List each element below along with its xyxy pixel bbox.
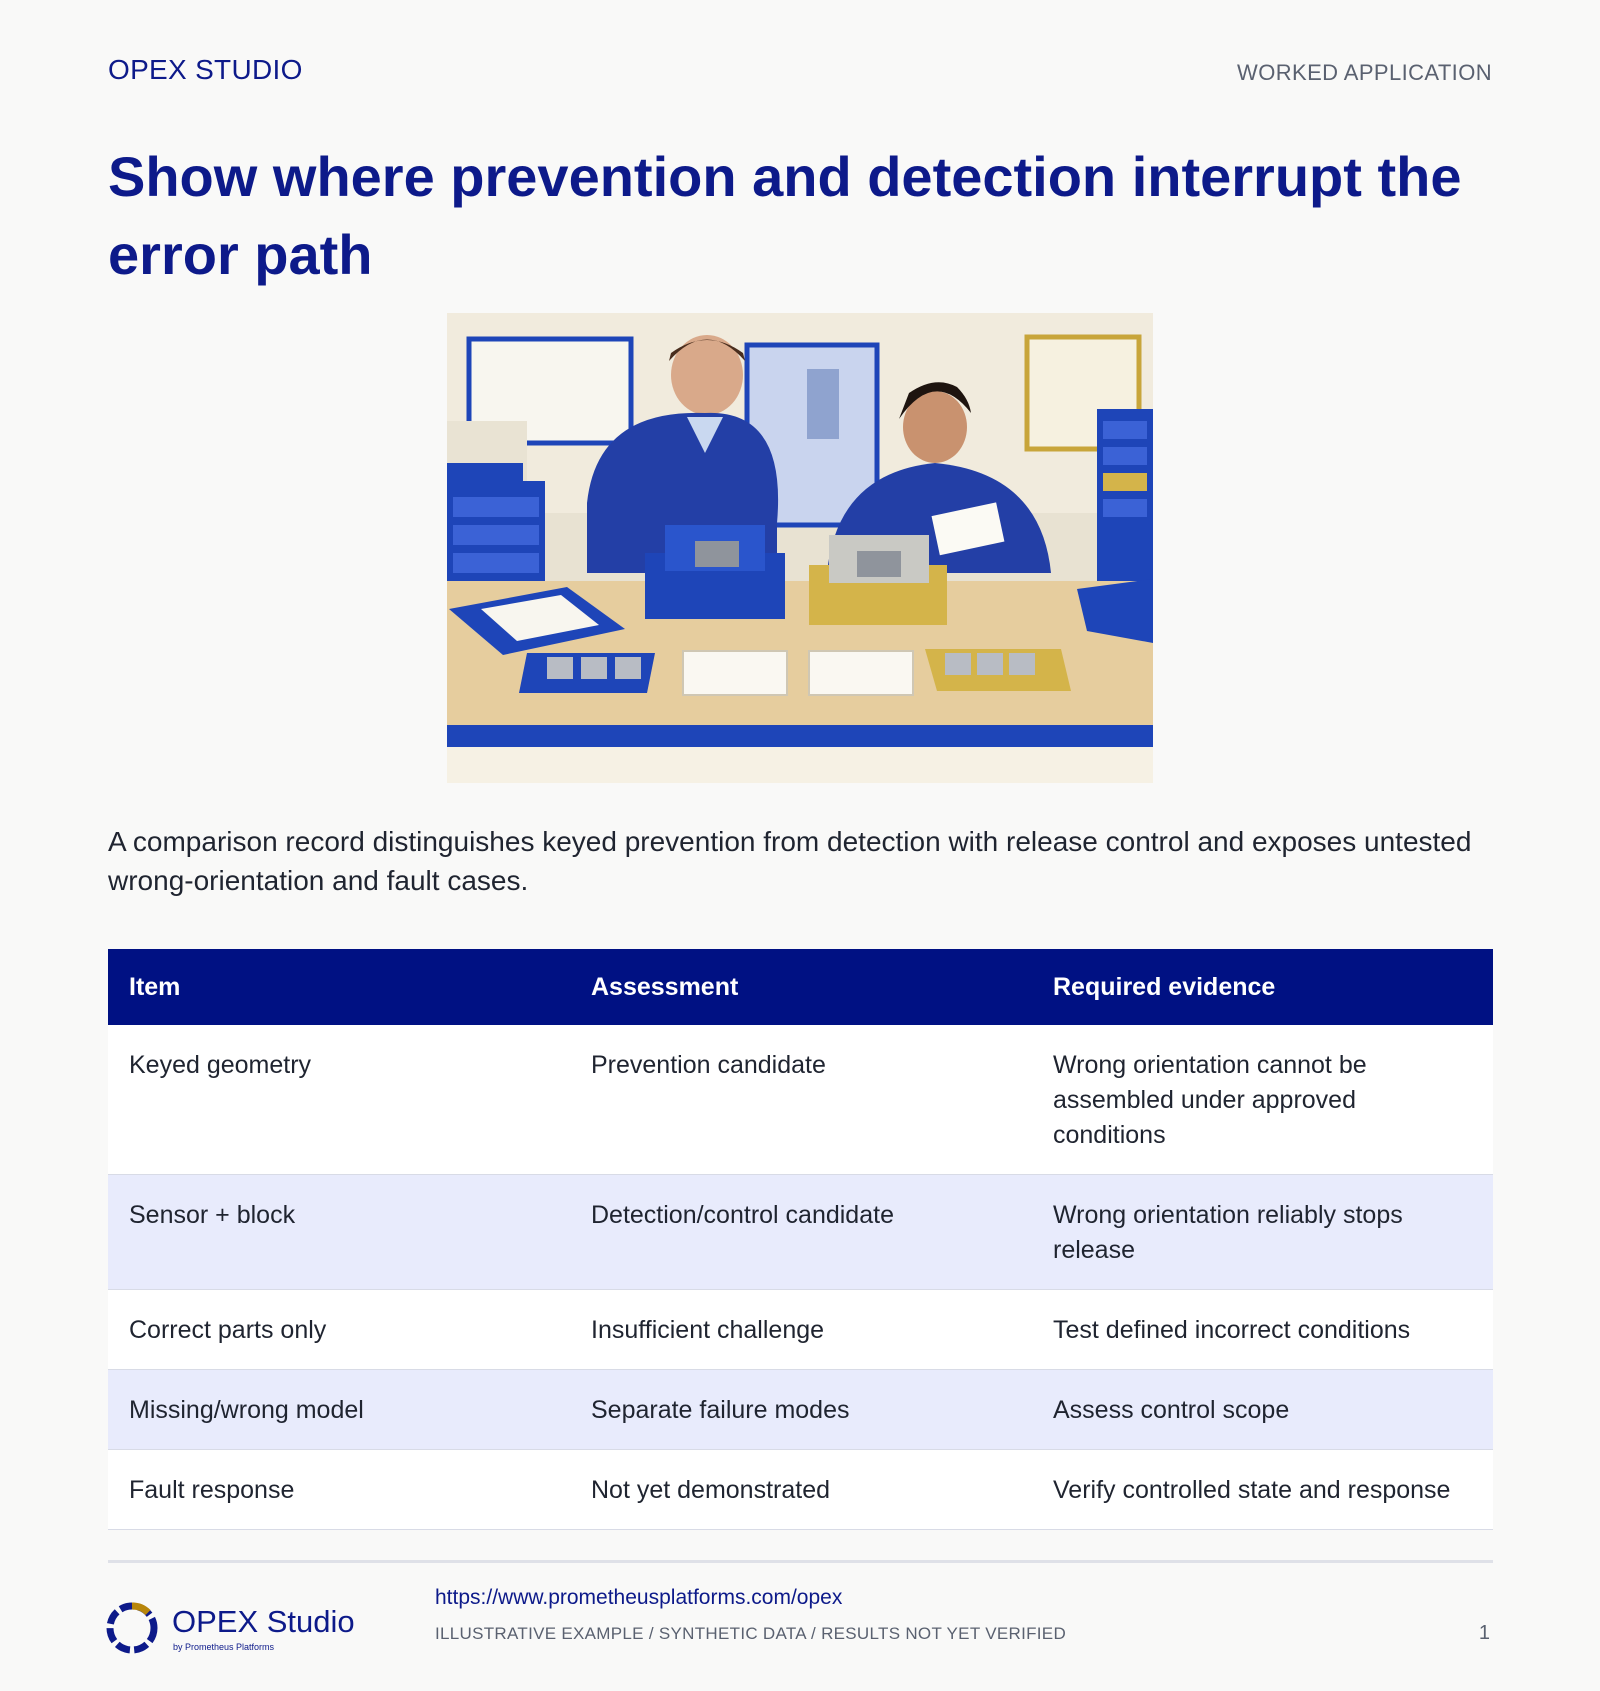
cell-assessment: Prevention candidate <box>591 1051 826 1079</box>
table-row <box>108 1025 1493 1175</box>
footer-url-link[interactable]: https://www.prometheusplatforms.com/opex <box>435 1586 843 1609</box>
footer-brand-sub: by Prometheus Platforms <box>173 1642 275 1652</box>
comparison-table <box>108 949 1493 1530</box>
footer-disclaimer: ILLUSTRATIVE EXAMPLE / SYNTHETIC DATA / RESULTS NOT YET VERIFIED <box>435 1624 1067 1643</box>
column-header-required-evidence: Required evidence <box>1053 972 1276 1001</box>
cell-assessment: Detection/control candidate <box>591 1201 894 1229</box>
column-header-assessment: Assessment <box>591 972 739 1001</box>
table-row <box>108 1290 1493 1370</box>
page-number: 1 <box>1478 1622 1490 1644</box>
workshop-illustration <box>447 313 1153 783</box>
table-row <box>108 1370 1493 1450</box>
footer-divider <box>108 1560 1493 1563</box>
cell-required-evidence: Assess control scope <box>1053 1396 1290 1424</box>
cell-assessment: Not yet demonstrated <box>591 1476 831 1504</box>
cell-item: Keyed geometry <box>129 1051 312 1079</box>
section-tag: WORKED APPLICATION <box>1237 60 1492 85</box>
cell-assessment: Insufficient challenge <box>591 1316 825 1344</box>
table-row <box>108 1175 1493 1290</box>
cell-item: Sensor + block <box>129 1201 296 1229</box>
opex-logo-icon <box>104 1600 160 1656</box>
cell-required-evidence: Test defined incorrect conditions <box>1053 1316 1411 1344</box>
header-brand: OPEX STUDIO <box>108 54 303 85</box>
cell-assessment: Separate failure modes <box>591 1396 850 1424</box>
page-title: Show where prevention and detection interrupt the error path <box>108 145 1462 286</box>
cell-item: Fault response <box>129 1476 295 1504</box>
cell-required-evidence: Wrong orientation reliably stops release <box>1053 1201 1403 1264</box>
table-header <box>108 949 1493 1025</box>
intro-paragraph: A comparison record distinguishes keyed prevention from detection with release control and exposes untested wrong-orientation and fault cases. <box>108 826 1472 896</box>
cell-required-evidence: Verify controlled state and response <box>1053 1476 1451 1504</box>
cell-required-evidence: Wrong orientation cannot be assembled under approved conditions <box>1053 1051 1367 1149</box>
column-header-item: Item <box>129 972 181 1001</box>
cell-item: Missing/wrong model <box>129 1396 364 1424</box>
table-row <box>108 1450 1493 1530</box>
cell-item: Correct parts only <box>129 1316 327 1344</box>
footer-brand: OPEX Studio <box>172 1604 355 1639</box>
